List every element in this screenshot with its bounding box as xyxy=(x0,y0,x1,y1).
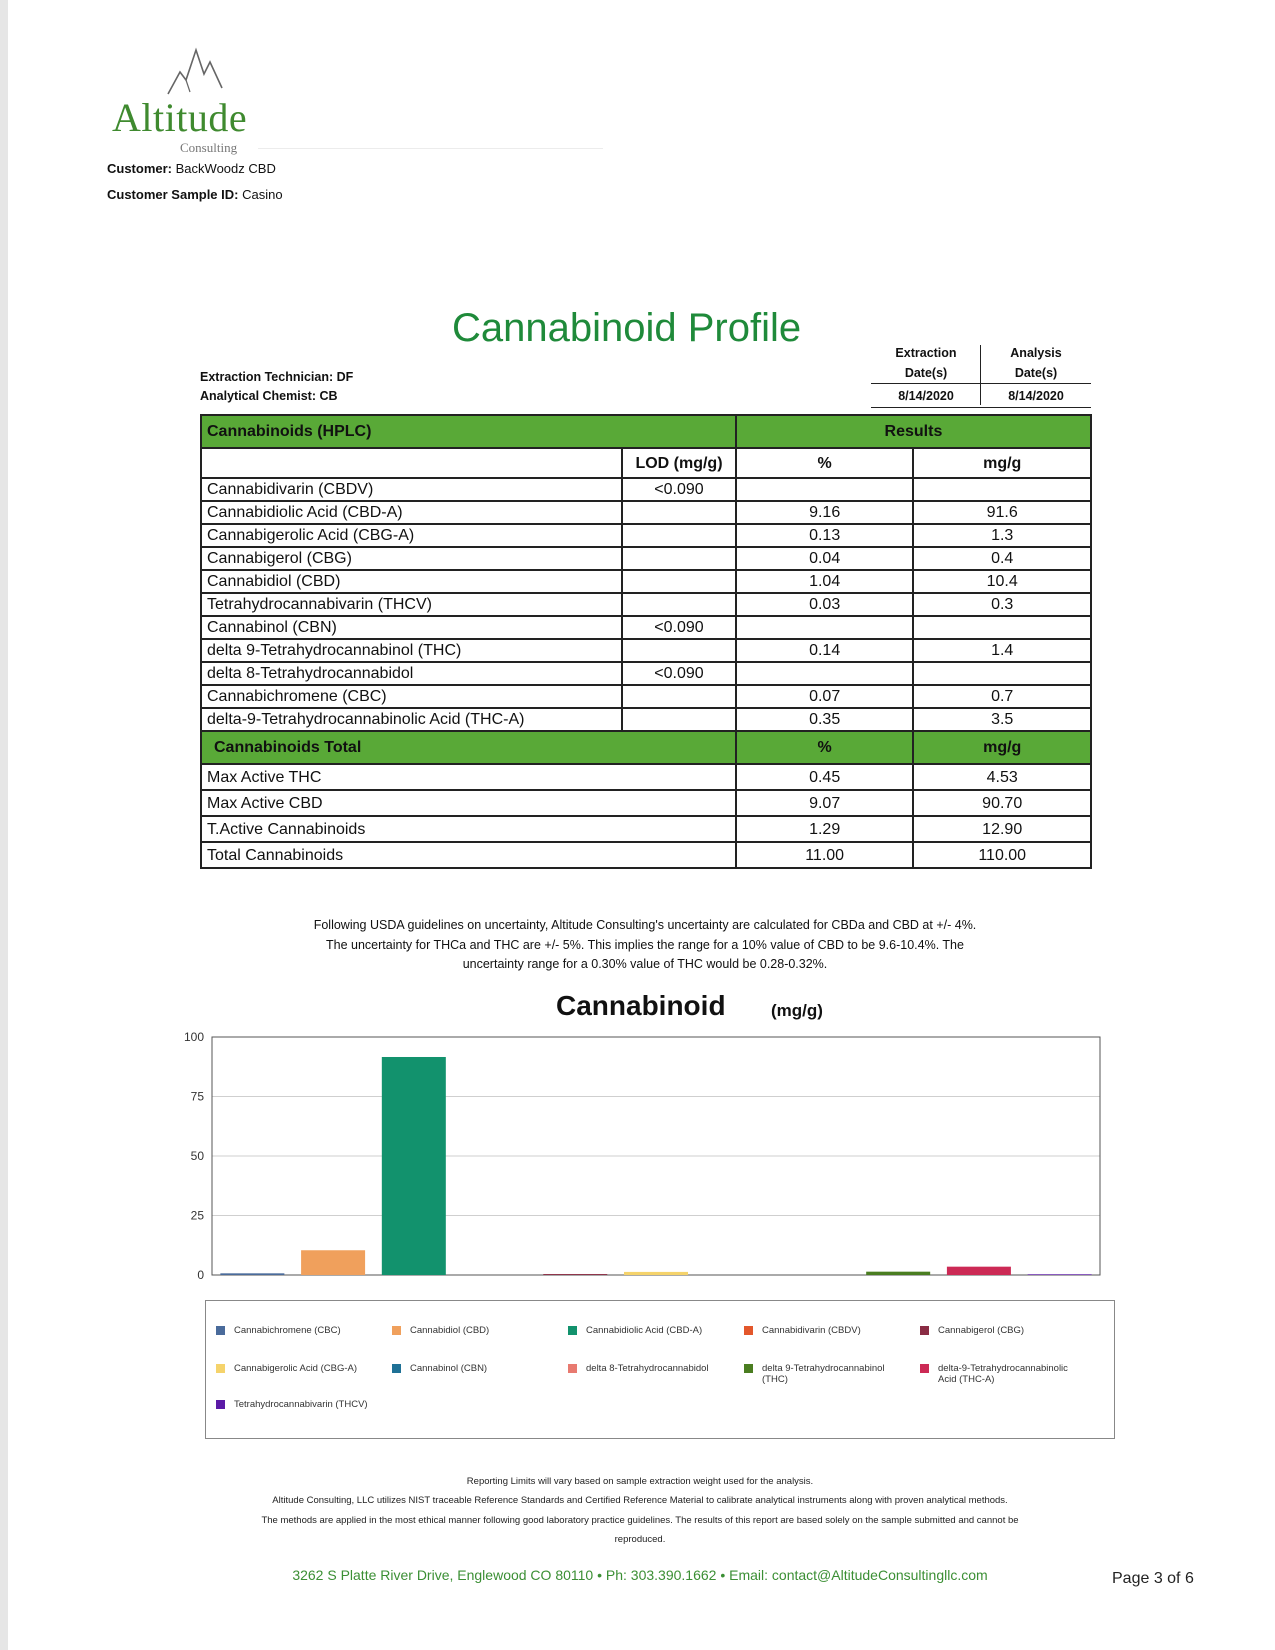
analysis-date: 8/14/2020 xyxy=(1008,389,1064,403)
totals-row xyxy=(201,764,1091,790)
table-row xyxy=(201,478,1091,501)
cannabinoid-name: Cannabichromene (CBC) xyxy=(201,685,622,708)
logo-wordmark: Altitude xyxy=(112,95,248,140)
lod-value xyxy=(622,501,736,524)
uncertainty-note: Following USDA guidelines on uncertainty, Altitude Consulting's uncertainty are calculated for CBDa and CBD at +/- 4%. The uncertainty for THCa and THC are +/- 5%. This implies the range for a 10% value of CBD to be 9.6-10.4%. The uncertainty range for a 0.30% value of THC would be 0.28-0.32%. xyxy=(313,918,977,971)
legend-swatch xyxy=(920,1364,929,1373)
mgg-value: 0.7 xyxy=(913,685,1091,708)
chart-unit: (mg/g) xyxy=(771,1001,823,1020)
lod-value: <0.090 xyxy=(622,478,736,501)
cannabinoid-name: Cannabidiol (CBD) xyxy=(201,570,622,593)
col-pct: % xyxy=(736,731,914,764)
page-number: Page 3 of 6 xyxy=(1112,1570,1194,1587)
footer-line-3: The methods are applied in the most ethical manner following good laboratory practice guidelines. The results of this report are based solely on the sample submitted and cannot be xyxy=(261,1515,1019,1526)
legend-label: Cannabidivarin (CBDV) xyxy=(762,1325,861,1336)
extraction-date: 8/14/2020 xyxy=(898,389,954,403)
legend-swatch xyxy=(392,1364,401,1373)
sample-id-line xyxy=(107,187,283,202)
table-row xyxy=(201,570,1091,593)
table-row xyxy=(201,501,1091,524)
footer-line-2: Altitude Consulting, LLC utilizes NIST traceable Reference Standards and Certified Reference Material to calibrate analytical instruments along with proven analytical methods. xyxy=(272,1495,1008,1506)
legend-label: Cannabichromene (CBC) xyxy=(234,1325,341,1336)
mgg-value: 0.3 xyxy=(913,593,1091,616)
legend-swatch xyxy=(744,1326,753,1335)
lod-value xyxy=(622,708,736,731)
bar xyxy=(866,1272,930,1275)
cannabinoid-name: Tetrahydrocannabivarin (THCV) xyxy=(201,593,622,616)
legend-label: Cannabigerolic Acid (CBG-A) xyxy=(234,1363,358,1374)
lod-value xyxy=(622,524,736,547)
y-tick-label: 25 xyxy=(190,1208,204,1223)
dates-box xyxy=(871,343,1091,409)
results-table xyxy=(200,414,1092,869)
section-label: Cannabinoids (HPLC) xyxy=(201,415,736,448)
total-name: T.Active Cannabinoids xyxy=(201,816,736,842)
company-logo xyxy=(108,42,270,154)
legend-swatch xyxy=(920,1326,929,1335)
cannabinoid-name: delta 8-Tetrahydrocannabidol xyxy=(201,662,622,685)
footer-address: 3262 S Platte River Drive, Englewood CO 80110 • Ph: 303.390.1662 • Email: contact@AltitudeConsultingllc.com xyxy=(292,1567,988,1583)
legend-label: Cannabinol (CBN) xyxy=(410,1363,488,1374)
results-label: Results xyxy=(736,415,1091,448)
percent-value: 0.07 xyxy=(736,685,914,708)
cannabinoid-name: delta-9-Tetrahydrocannabinolic Acid (THC-A) xyxy=(201,708,622,731)
lod-value: <0.090 xyxy=(622,662,736,685)
mgg-value: 4.53 xyxy=(913,764,1091,790)
section-label: Cannabinoids Total xyxy=(201,731,736,764)
mgg-value: 0.4 xyxy=(913,547,1091,570)
customer-label: Customer: xyxy=(107,161,173,176)
legend-label: Cannabigerol (CBG) xyxy=(938,1325,1025,1336)
cannabinoid-name: Cannabinol (CBN) xyxy=(201,616,622,639)
legend-swatch xyxy=(744,1364,753,1373)
column-header-row xyxy=(201,448,1091,478)
percent-value: 0.13 xyxy=(736,524,914,547)
header-divider xyxy=(258,148,603,149)
sample-id-value: Casino xyxy=(242,187,283,202)
totals-row xyxy=(201,842,1091,868)
chart-title: Cannabinoid xyxy=(556,990,726,1021)
sample-id-label: Customer Sample ID: xyxy=(107,187,239,202)
total-name: Max Active THC xyxy=(201,764,736,790)
bar xyxy=(220,1273,284,1275)
footer-line-1: Reporting Limits will vary based on sample extraction weight used for the analysis. xyxy=(466,1476,814,1487)
table-row xyxy=(201,662,1091,685)
cannabinoid-name: Cannabidiolic Acid (CBD-A) xyxy=(201,501,622,524)
legend-label: Cannabidiol (CBD) xyxy=(410,1325,490,1336)
col-lod: LOD (mg/g) xyxy=(622,448,736,478)
percent-value xyxy=(736,662,914,685)
footer-line-4: reproduced. xyxy=(614,1534,666,1545)
section-header-hplc xyxy=(201,415,1091,448)
table-row xyxy=(201,593,1091,616)
table-row xyxy=(201,616,1091,639)
percent-value: 0.04 xyxy=(736,547,914,570)
legend-label: delta 8-Tetrahydrocannabidol xyxy=(586,1363,709,1374)
percent-value: 0.14 xyxy=(736,639,914,662)
mgg-value: 1.3 xyxy=(913,524,1091,547)
mgg-value: 3.5 xyxy=(913,708,1091,731)
table-row xyxy=(201,524,1091,547)
page-edge xyxy=(0,0,8,1650)
table-row xyxy=(201,547,1091,570)
mgg-value xyxy=(913,616,1091,639)
total-name: Total Cannabinoids xyxy=(201,842,736,868)
bar-chart xyxy=(0,1030,1275,1300)
totals-row xyxy=(201,790,1091,816)
percent-value: 1.04 xyxy=(736,570,914,593)
cannabinoid-name: delta 9-Tetrahydrocannabinol (THC) xyxy=(201,639,622,662)
lod-value xyxy=(622,593,736,616)
mgg-value: 12.90 xyxy=(913,816,1091,842)
mountain-icon xyxy=(166,44,236,96)
lod-value xyxy=(622,570,736,593)
section-header-totals xyxy=(201,731,1091,764)
mgg-value: 91.6 xyxy=(913,501,1091,524)
legend-swatch xyxy=(216,1400,225,1409)
table-row xyxy=(201,708,1091,731)
percent-value: 0.45 xyxy=(736,764,914,790)
bar xyxy=(382,1057,446,1275)
totals-row xyxy=(201,816,1091,842)
percent-value xyxy=(736,478,914,501)
col-mgg: mg/g xyxy=(913,448,1091,478)
table-row xyxy=(201,685,1091,708)
legend-swatch xyxy=(216,1326,225,1335)
percent-value: 9.07 xyxy=(736,790,914,816)
y-tick-label: 0 xyxy=(197,1268,204,1282)
lod-value xyxy=(622,547,736,570)
legend-swatch xyxy=(568,1364,577,1373)
legend-label: Tetrahydrocannabivarin (THCV) xyxy=(234,1399,368,1410)
y-tick-label: 50 xyxy=(190,1149,204,1163)
page-title: Cannabinoid Profile xyxy=(452,306,802,350)
mgg-value: 90.70 xyxy=(913,790,1091,816)
y-tick-label: 75 xyxy=(190,1089,204,1104)
percent-value: 1.29 xyxy=(736,816,914,842)
customer-line xyxy=(107,161,276,176)
lod-value xyxy=(622,639,736,662)
lod-value xyxy=(622,685,736,708)
legend-swatch xyxy=(392,1326,401,1335)
mgg-value xyxy=(913,478,1091,501)
y-tick-label: 100 xyxy=(183,1030,204,1044)
logo-subtitle: Consulting xyxy=(180,140,238,155)
legend-swatch xyxy=(568,1326,577,1335)
extraction-technician: Extraction Technician: DF xyxy=(200,370,354,384)
percent-value: 0.35 xyxy=(736,708,914,731)
lod-value: <0.090 xyxy=(622,616,736,639)
analytical-chemist: Analytical Chemist: CB xyxy=(200,389,338,403)
mgg-value: 110.00 xyxy=(913,842,1091,868)
col-pct: % xyxy=(736,448,914,478)
bar xyxy=(624,1272,688,1275)
legend-label: delta 9-Tetrahydrocannabinol (THC) xyxy=(762,1363,885,1385)
mgg-value: 10.4 xyxy=(913,570,1091,593)
percent-value: 11.00 xyxy=(736,842,914,868)
col-mgg: mg/g xyxy=(913,731,1091,764)
bar xyxy=(543,1274,607,1275)
percent-value: 9.16 xyxy=(736,501,914,524)
table-row xyxy=(201,639,1091,662)
analysis-date-header: Analysis Date(s) xyxy=(1010,346,1062,380)
chart-legend xyxy=(205,1300,1115,1439)
extraction-date-header: Extraction Date(s) xyxy=(895,346,957,380)
total-name: Max Active CBD xyxy=(201,790,736,816)
legend-label: delta-9-Tetrahydrocannabinolic Acid (THC-A) xyxy=(938,1363,1068,1385)
cannabinoid-name: Cannabidivarin (CBDV) xyxy=(201,478,622,501)
percent-value: 0.03 xyxy=(736,593,914,616)
cannabinoid-name: Cannabigerolic Acid (CBG-A) xyxy=(201,524,622,547)
mgg-value xyxy=(913,662,1091,685)
legend-label: Cannabidiolic Acid (CBD-A) xyxy=(586,1325,703,1336)
bar xyxy=(947,1267,1011,1275)
bar xyxy=(1028,1274,1092,1275)
percent-value xyxy=(736,616,914,639)
cannabinoid-name: Cannabigerol (CBG) xyxy=(201,547,622,570)
mgg-value: 1.4 xyxy=(913,639,1091,662)
customer-value: BackWoodz CBD xyxy=(175,161,276,176)
bar xyxy=(301,1250,365,1275)
legend-swatch xyxy=(216,1364,225,1373)
